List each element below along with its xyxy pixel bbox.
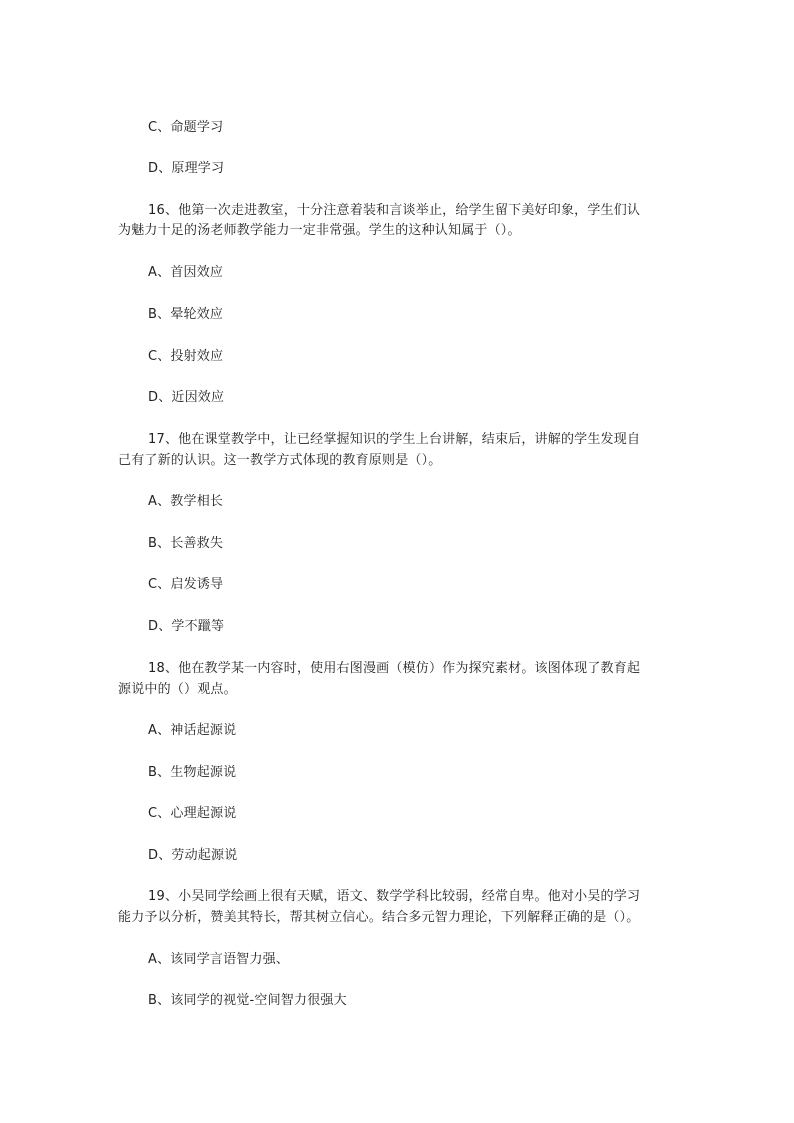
question-17-option-b: B、长善救失 <box>148 536 224 551</box>
question-16-option-d: D、近因效应 <box>148 390 225 405</box>
question-17-line-1: 17、他在课堂教学中，让已经掌握知识的学生上台讲解，结束后，讲解的学生发现自 <box>148 432 641 447</box>
question-18-option-b: B、生物起源说 <box>148 765 237 780</box>
question-16-option-a: A、首因效应 <box>148 265 224 280</box>
question-19-option-b: B、该同学的视觉-空间智力很强大 <box>148 993 347 1008</box>
question-16-line-2: 为魅力十足的汤老师教学能力一定非常强。学生的这种认知属于（）。 <box>118 223 521 238</box>
question-17-option-a: A、教学相长 <box>148 494 224 509</box>
question-18-option-d: D、劳动起源说 <box>148 848 238 863</box>
question-16-line-1: 16、他第一次走进教室，十分注意着装和言谈举止，给学生留下美好印象，学生们认 <box>148 203 641 218</box>
question-17-option-d: D、学不躐等 <box>148 619 225 634</box>
question-19-line-1: 19、小吴同学绘画上很有天赋，语文、数学学科比较弱，经常自卑。他对小吴的学习 <box>148 889 641 904</box>
question-18-option-a: A、神话起源说 <box>148 723 237 738</box>
question-16-option-b: B、晕轮效应 <box>148 307 224 322</box>
question-17-line-2: 己有了新的认识。这一教学方式体现的教育原则是（）。 <box>118 453 442 468</box>
question-19-line-2: 能力予以分析，赞美其特长，帮其树立信心。结合多元智力理论，下列解释正确的是（）。 <box>118 910 640 925</box>
question-18-line-1: 18、他在教学某一内容时，使用右图漫画（模仿）作为探究素材。该图体现了教育起 <box>148 661 641 676</box>
question-16-option-c: C、投射效应 <box>148 349 224 364</box>
option-c-prev: C、命题学习 <box>148 120 224 135</box>
question-18-option-c: C、心理起源说 <box>148 806 237 821</box>
option-d-prev: D、原理学习 <box>148 161 225 176</box>
question-17-option-c: C、启发诱导 <box>148 577 224 592</box>
question-18-line-2: 源说中的（）观点。 <box>118 682 237 697</box>
question-19-option-a: A、该同学言语智力强、 <box>148 952 290 967</box>
